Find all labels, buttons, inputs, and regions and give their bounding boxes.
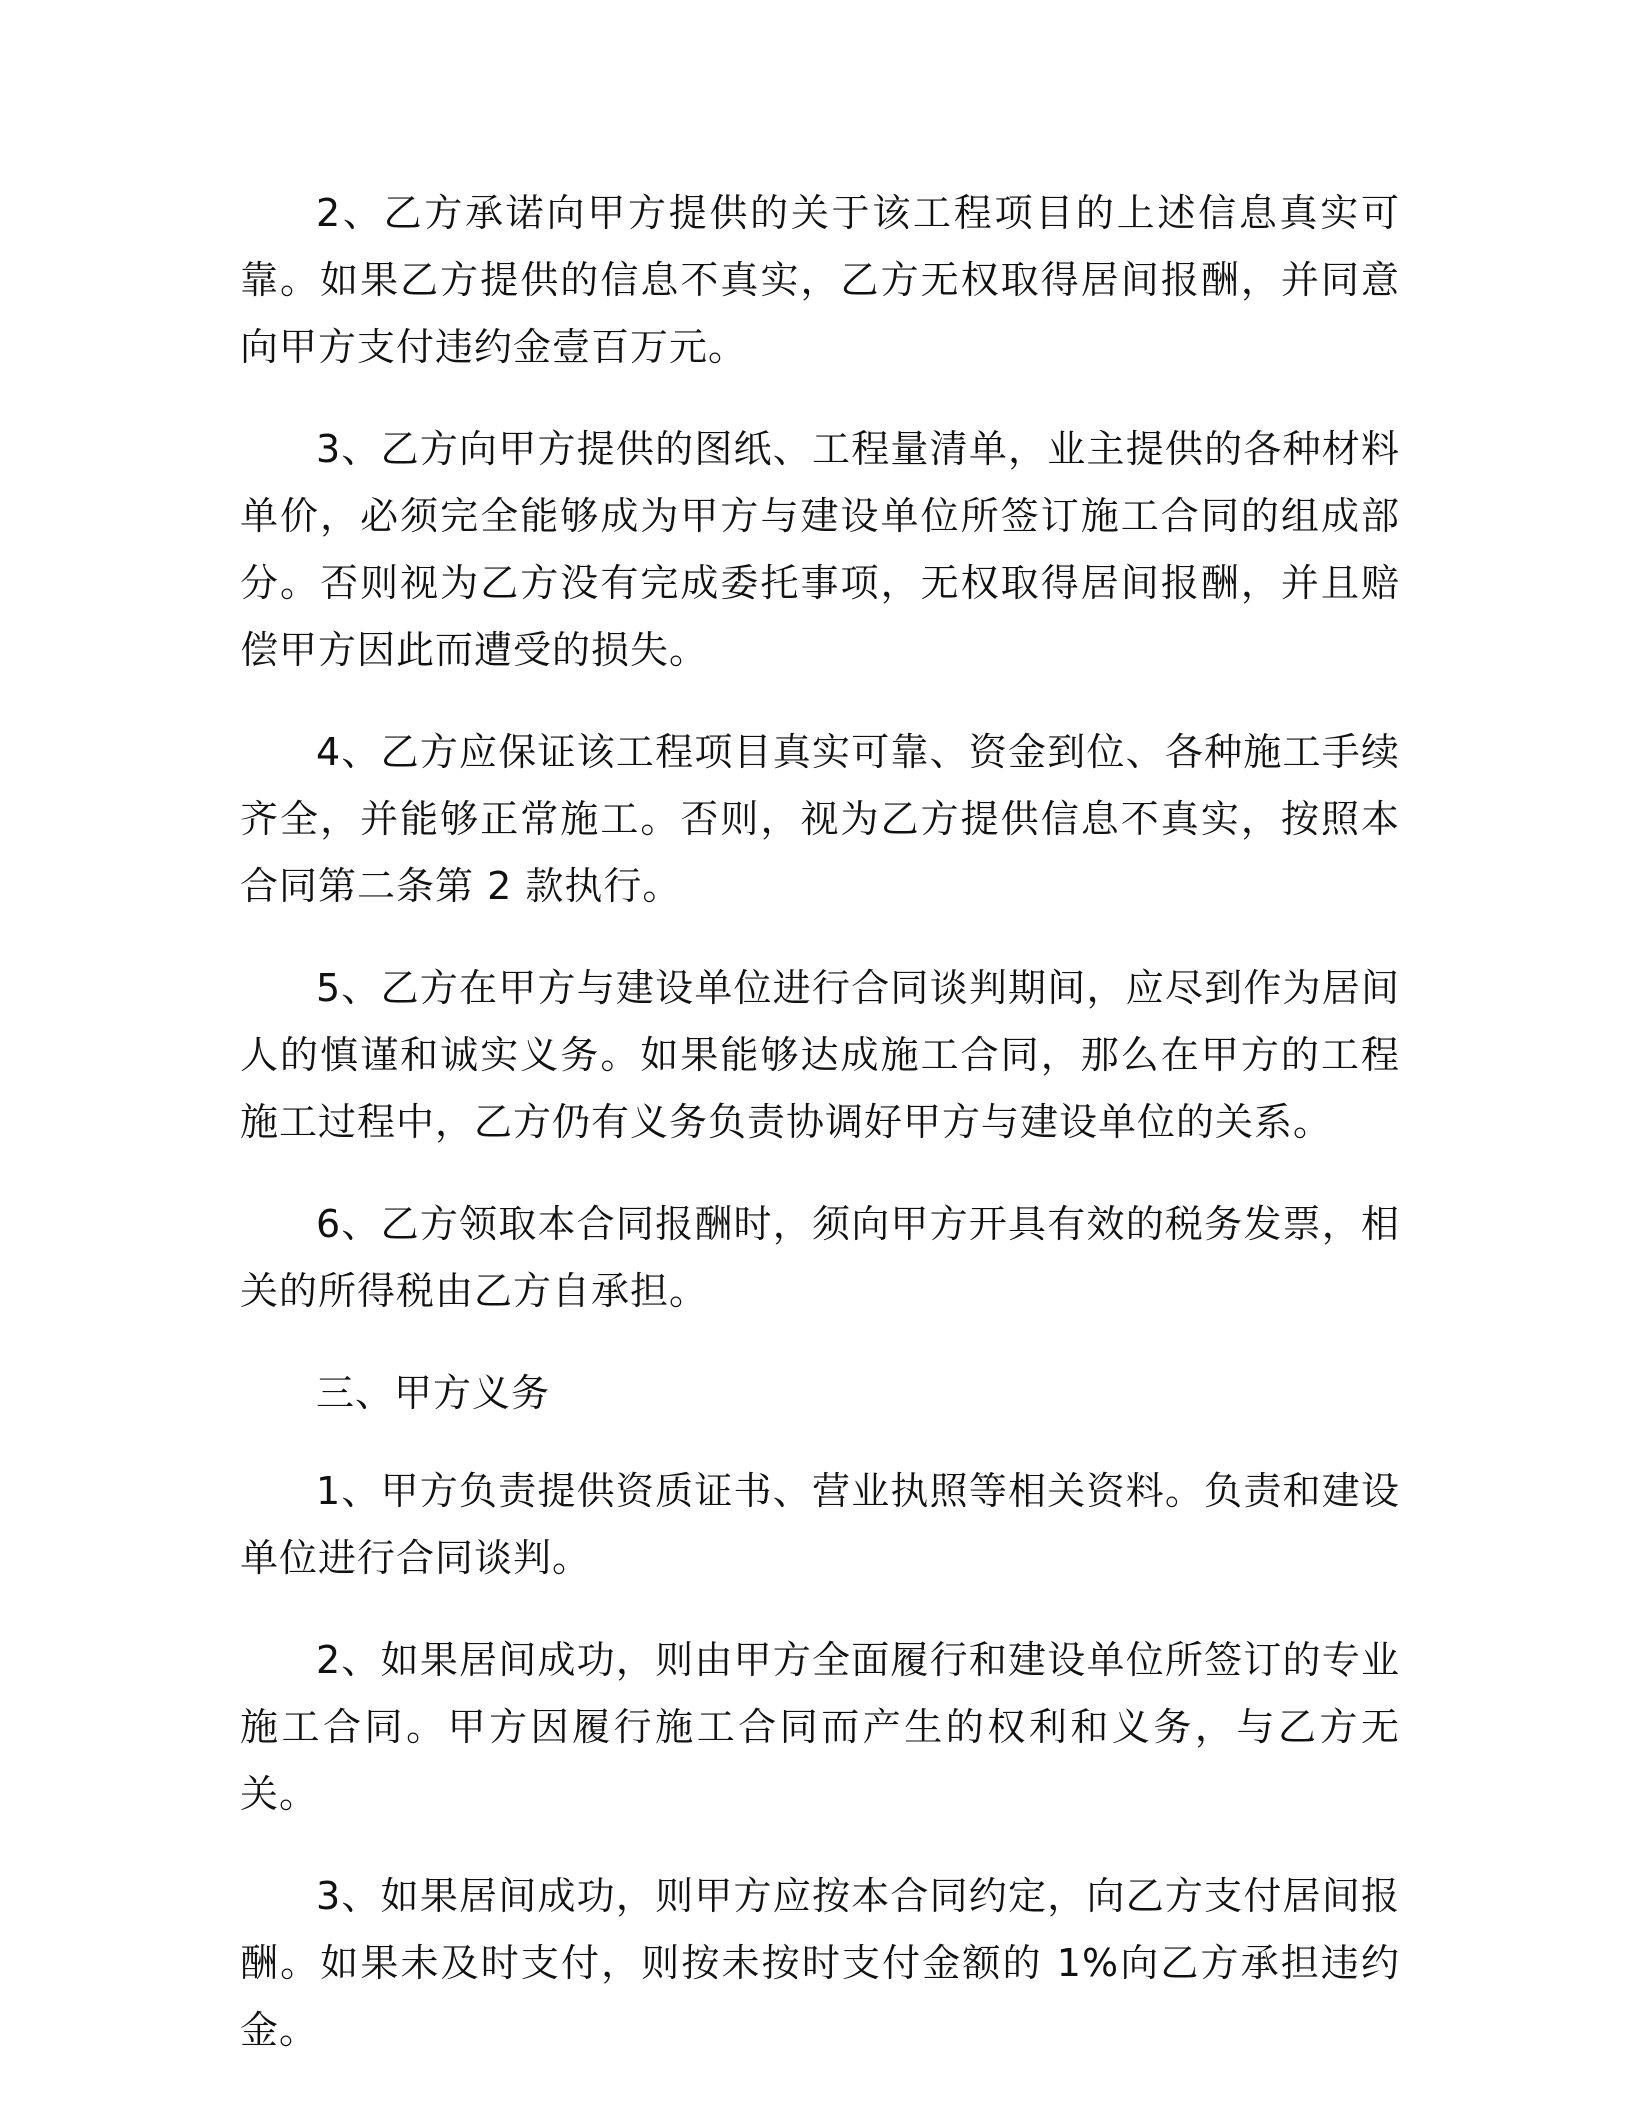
paragraph-2-5: 5、乙方在甲方与建设单位进行合同谈判期间，应尽到作为居间人的慎谨和诚实义务。如果能够达成施工合同，那么在甲方的工程施工过程中，乙方仍有义务负责协调好甲方与建设单位的关系。 (240, 966, 1400, 1144)
paragraph-3-3: 3、如果居间成功，则甲方应按本合同约定，向乙方支付居间报酬。如果未及时支付，则按未按时支付金额的 1%向乙方承担违约金。 (240, 1874, 1400, 2052)
paragraph-3-2: 2、如果居间成功，则由甲方全面履行和建设单位所签订的专业施工合同。甲方因履行施工合同而产生的权利和义务，与乙方无关。 (240, 1638, 1400, 1816)
paragraph-2-4: 4、乙方应保证该工程项目真实可靠、资金到位、各种施工手续齐全，并能够正常施工。否则，视为乙方提供信息不真实，按照本合同第二条第 2 款执行。 (240, 730, 1400, 908)
paragraph-3-1: 1、甲方负责提供资质证书、营业执照等相关资料。负责和建设单位进行合同谈判。 (240, 1469, 1400, 1580)
paragraph-2-6: 6、乙方领取本合同报酬时，须向甲方开具有效的税务发票，相关的所得税由乙方自承担。 (240, 1202, 1400, 1313)
paragraph-2-2: 2、乙方承诺向甲方提供的关于该工程项目的上述信息真实可靠。如果乙方提供的信息不真实，乙方无权取得居间报酬，并同意向甲方支付违约金壹百万元。 (240, 191, 1400, 369)
document-body (240, 180, 1400, 2099)
paragraph-2-3: 3、乙方向甲方提供的图纸、工程量清单，业主提供的各种材料单价，必须完全能够成为甲方与建设单位所签订施工合同的组成部分。否则视为乙方没有完成委托事项，无权取得居间报酬，并且赔偿甲方因此而遭受的损失。 (240, 427, 1400, 672)
section-heading-party-a-obligations: 三、甲方义务 (316, 1371, 551, 1415)
